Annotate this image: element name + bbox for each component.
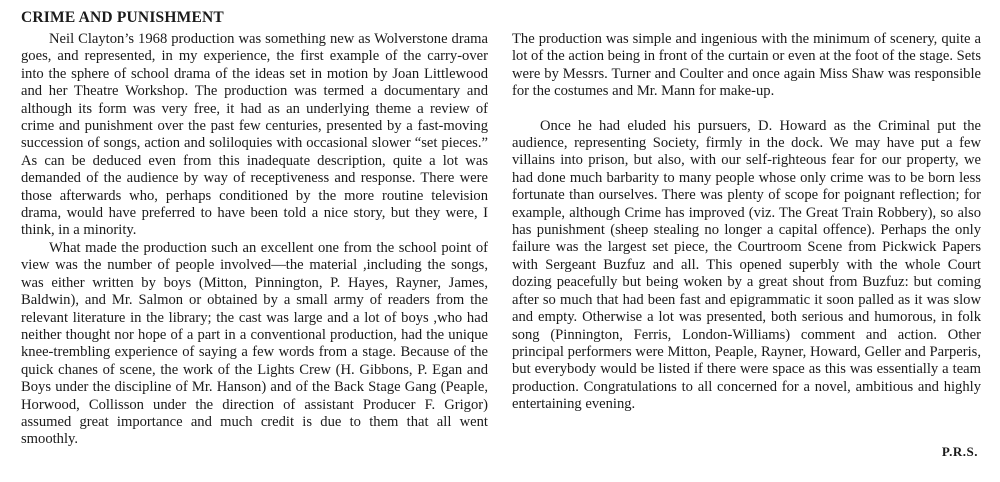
author-signature: P.R.S.	[941, 444, 978, 459]
left-paragraph-2: What made the production such an excellent one from the school point of view was the number of people involved—the material ,including the songs, was either written by boys (Mitton, Pinnington, P. Hayes, Rayner, James, Baldwin), and Mr. Salmon or obtained by a small army of readers from the relevant literature in the library; the cast was large and a lot of boys ,who had neither thought nor hope of a part in a conventional production, had the unique knee-trembling experience of saying a few words from a stage. Because of the quick chanes of scene, the work of the Lights Crew (H. Gibbons, P. Egan and Boys under the discipline of Mr. Hanson) and of the Back Stage Gang (Peaple, Horwood, Collisson under the direction of assistant Producer F. Grigor) assumed great importance and much credit is due to them that all went smoothly.	[21, 239, 488, 448]
right-paragraph-2: Once he had eluded his pursuers, D. Howard as the Criminal put the audience, representing Society, firmly in the dock. We may have put a few villains into prison, but also, with our self-righteous fear for our property, we had done much barbarity to many people whose only crime was to be born less fortunate than ourselves. There was plenty of scope for poignant reflection; for example, although Crime has improved (viz. The Great Train Robbery), so also has punishment (sheep stealing no longer a capital offence). Perhaps the only failure was the largest set piece, the Courtroom Scene from Pickwick Papers with Sergeant Buzfuz and all. This opened superbly with the whole Court dozing peacefully but being woken by a great shout from Buzfuz: but coming after so much that had been fast and epigrammatic it soon palled as it was slow and empty. Otherwise a lot was presented, both serious and humorous, in folk song (Pinnington, Ferris, London-Williams) comment and action. Other principal performers were Mitton, Peaple, Rayner, Howard, Geller and Parperis, but everybody would be listed if there were space as this was essentially a team production. Congratulations to all concerned for a novel, ambitious and highly entertaining evening.	[512, 117, 981, 413]
left-column	[21, 31, 488, 449]
right-column	[512, 31, 981, 414]
right-paragraph-1: The production was simple and ingenious with the minimum of scenery, quite a lot of the action being in front of the curtain or even at the foot of the stage. Sets were by Messrs. Turner and Coulter and once again Miss Shaw was responsible for the costumes and Mr. Mann for make-up.	[512, 31, 981, 100]
article-title: CRIME AND PUNISHMENT	[21, 9, 224, 26]
left-paragraph-1: Neil Clayton’s 1968 production was something new as Wolverstone drama goes, and represented, in my experience, the first example of the carry-over into the sphere of school drama of the ideas set in motion by Joan Littlewood and her Theatre Workshop. The production was termed a documentary and although its form was very free, it had as an underlying theme a review of crime and punishment over the past few centuries, presented by a fast-moving succession of songs, action and soliloquies with occasional slower “set pieces.” As can be deduced even from this inadequate description, quite a lot was demanded of the audience by way of receptiveness and response. There were those afterwards who, perhaps conditioned by the more routine television drama, would have preferred to have been told a nice story, but they were, I think, in a minority.	[21, 31, 488, 239]
